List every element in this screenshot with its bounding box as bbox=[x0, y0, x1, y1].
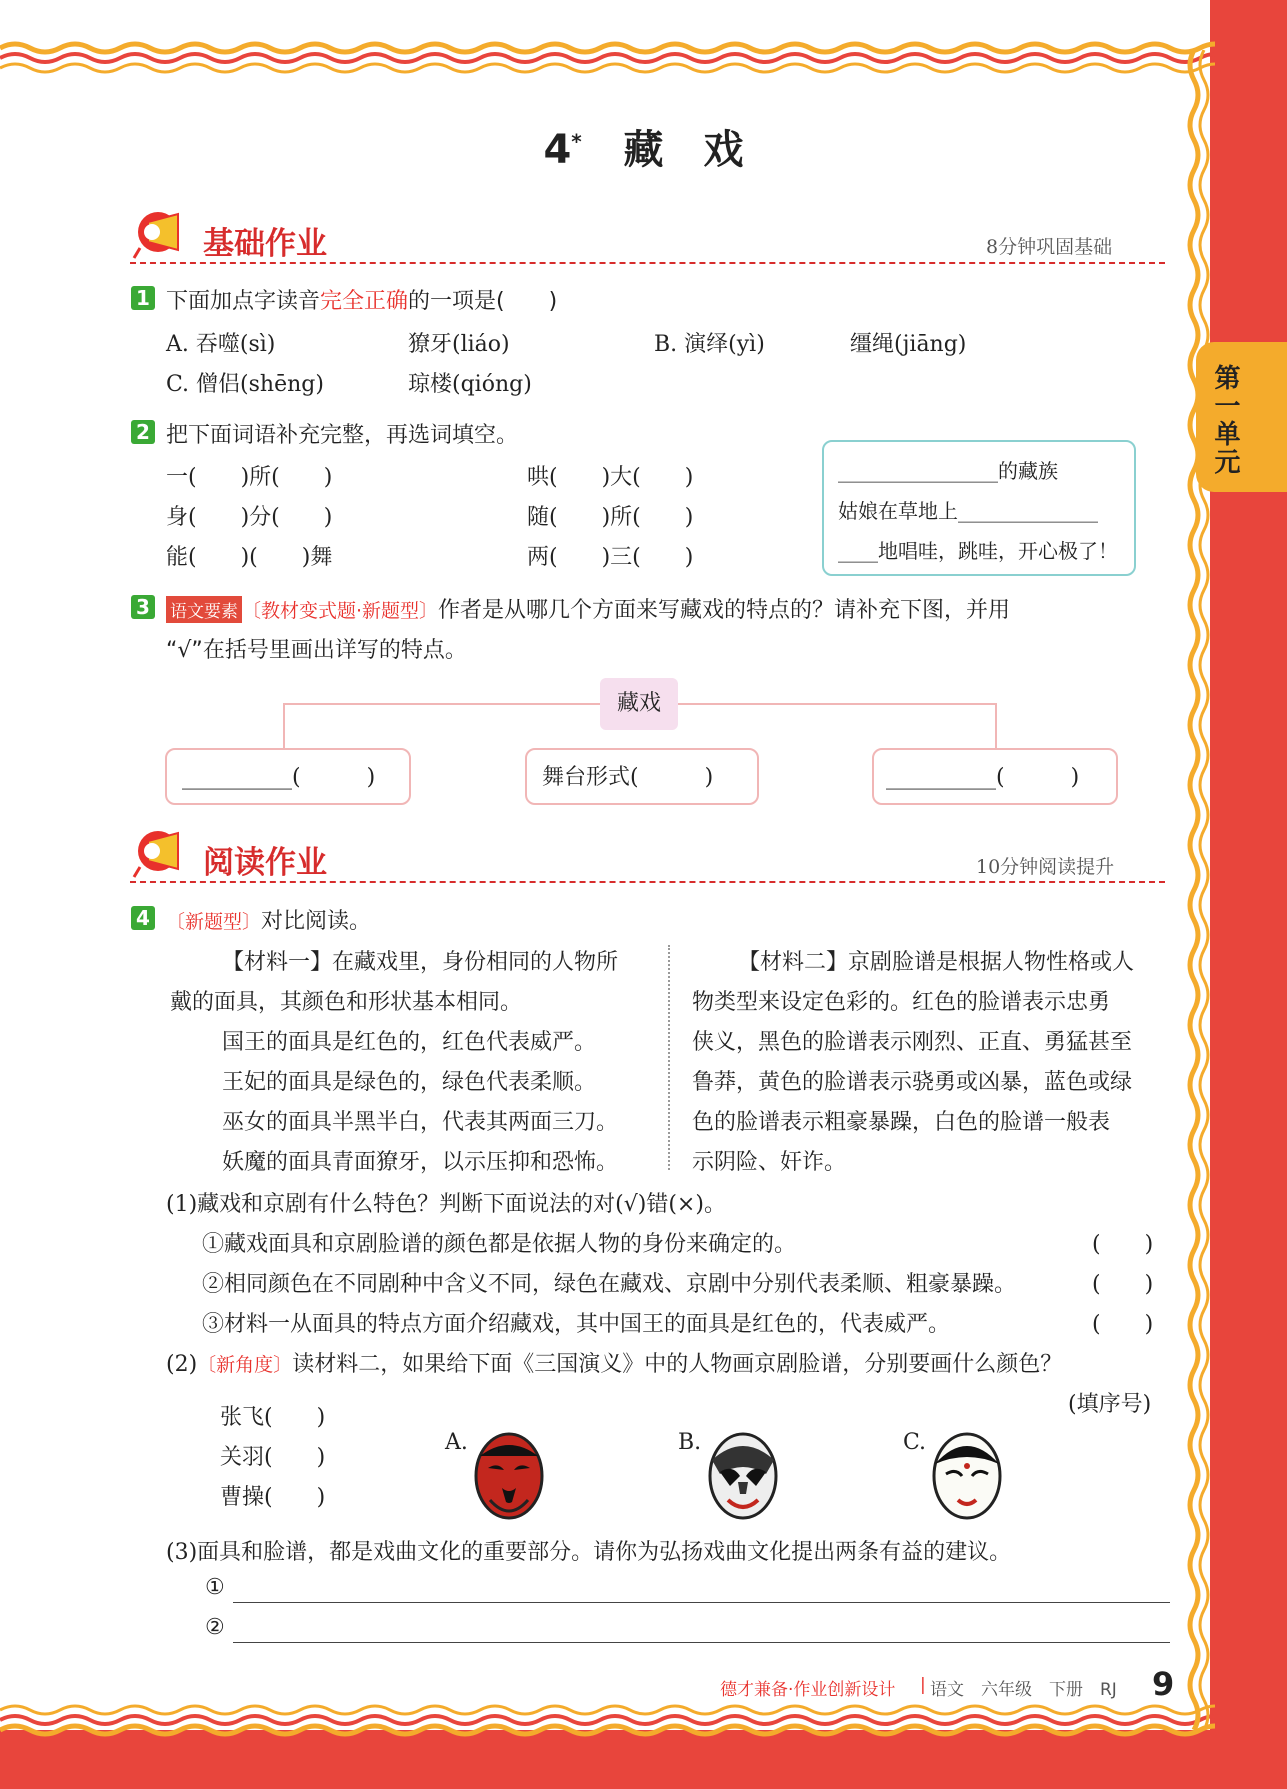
question-number-4: 4 bbox=[131, 906, 155, 930]
material-1-line-5: 巫女的面具半黑半白，代表其两面三刀。 bbox=[222, 1110, 619, 1135]
q3-prompt-2: “√”在括号里画出详写的特点。 bbox=[166, 638, 467, 663]
material-2-line-3: 侠义，黑色的脸谱表示刚烈、正直、勇猛甚至 bbox=[692, 1030, 1133, 1055]
footer-brand: 德才兼备·作业创新设计 bbox=[720, 1680, 896, 1700]
q2-word-4[interactable]: 随( )所( ) bbox=[527, 505, 694, 530]
q1-option-b1[interactable]: B. 演绎(yì) bbox=[654, 332, 765, 357]
material-2-line-6: 示阴险、奸诈。 bbox=[692, 1150, 847, 1175]
q4-sub1: (1)藏戏和京剧有什么特色？判断下面说法的对(√)错(×)。 bbox=[166, 1192, 726, 1217]
material-2-line-5: 色的脸谱表示粗豪暴躁，白色的脸谱一般表 bbox=[692, 1110, 1111, 1135]
decorative-wave-top bbox=[0, 40, 1215, 78]
lesson-title bbox=[0, 118, 1287, 175]
q4-prompt: 〔新题型〕对比阅读。 bbox=[166, 909, 372, 934]
q3-tag-element: 语文要素 bbox=[166, 596, 242, 623]
q4-sub3: (3)面具和脸谱，都是戏曲文化的重要部分。请你为弘扬戏曲文化提出两条有益的建议。 bbox=[166, 1540, 1012, 1565]
unit-tab-label: 第一单元 bbox=[1210, 364, 1240, 476]
white-opera-mask-icon bbox=[930, 1430, 1004, 1522]
q3-prompt-1: 语文要素 〔教材变式题·新题型〕作者是从哪几个方面来写藏戏的特点的？请补充下图，并用 bbox=[166, 593, 1010, 624]
lesson-number: 4 bbox=[543, 127, 572, 173]
section-basic-divider bbox=[130, 262, 1165, 264]
q4-sub2: (2)〔新角度〕读材料二，如果给下面《三国演义》中的人物画京剧脸谱，分别要画什么颜色？ bbox=[166, 1352, 1063, 1377]
page-number: 9 bbox=[1152, 1665, 1175, 1703]
question-number-3: 3 bbox=[131, 595, 155, 619]
unit-side-tab[interactable] bbox=[1196, 342, 1287, 492]
section-reading-title: 阅读作业 bbox=[203, 845, 327, 881]
decorative-wave-bottom bbox=[0, 1700, 1215, 1738]
megaphone-icon bbox=[130, 208, 192, 260]
q2-prompt: 把下面词语补充完整，再选词填空。 bbox=[166, 423, 519, 448]
q4-judge-2-answer[interactable]: ( ) bbox=[1092, 1272, 1154, 1297]
q1-option-c2[interactable]: 琼楼(qióng) bbox=[408, 372, 532, 397]
material-2-line-2: 物类型来设定色彩的。红色的脸谱表示忠勇 bbox=[692, 990, 1111, 1015]
q1-highlight: 完全正确 bbox=[320, 289, 409, 314]
lesson-star: * bbox=[571, 129, 582, 154]
q4-judge-1: ①藏戏面具和京剧脸谱的颜色都是依据人物的身份来确定的。 bbox=[202, 1232, 797, 1257]
footer-separator: | bbox=[920, 1675, 926, 1695]
material-1-line-2: 戴的面具，其颜色和形状基本相同。 bbox=[170, 990, 523, 1015]
q3-center-node: 藏戏 bbox=[600, 678, 678, 730]
q4-judge-3: ③材料一从面具的特点方面介绍藏戏，其中国王的面具是红色的，代表威严。 bbox=[202, 1312, 951, 1337]
mask-c-label: C. bbox=[903, 1430, 927, 1455]
q1-prompt: 下面加点字读音完全正确的一项是( ) bbox=[166, 289, 558, 314]
material-1-line-3: 国王的面具是红色的，红色代表威严。 bbox=[222, 1030, 597, 1055]
question-number-1: 1 bbox=[131, 286, 155, 310]
section-basic-subtitle: 8分钟巩固基础 bbox=[986, 236, 1113, 258]
material-1-line-6: 妖魔的面具青面獠牙，以示压抑和恐怖。 bbox=[222, 1150, 619, 1175]
q4-blank-2-label: ② bbox=[205, 1615, 225, 1640]
q2-fill-line-2[interactable]: 姑娘在草地上______________ bbox=[838, 499, 1098, 523]
material-2-line-1: 【材料二】京剧脸谱是根据人物性格或人 bbox=[738, 950, 1135, 975]
q2-word-5[interactable]: 能( )( )舞 bbox=[166, 545, 333, 570]
material-1-line-4: 王妃的面具是绿色的，绿色代表柔顺。 bbox=[222, 1070, 597, 1095]
q4-blank-1-label: ① bbox=[205, 1575, 225, 1600]
q1-option-c1[interactable]: C. 僧侣(shēng) bbox=[166, 372, 324, 397]
q1-option-a2[interactable]: 獠牙(liáo) bbox=[408, 332, 510, 357]
q3-node-right-text[interactable]: __________( ) bbox=[886, 765, 1080, 790]
person-caocao[interactable]: 曹操( ) bbox=[220, 1485, 326, 1510]
section-reading-divider bbox=[130, 881, 1165, 883]
megaphone-icon bbox=[130, 827, 192, 879]
mask-b-label: B. bbox=[678, 1430, 702, 1455]
q4-sub2-tag: 〔新角度〕 bbox=[197, 1354, 293, 1376]
materials-divider bbox=[668, 945, 670, 1170]
mask-a-label: A. bbox=[445, 1430, 468, 1455]
q3-node-middle-text[interactable]: 舞台形式( ) bbox=[542, 765, 714, 790]
black-white-opera-mask-icon bbox=[706, 1430, 780, 1522]
q3-tag-type: 〔教材变式题·新题型〕 bbox=[242, 600, 439, 622]
q4-judge-3-answer[interactable]: ( ) bbox=[1092, 1312, 1154, 1337]
q2-word-6[interactable]: 两( )三( ) bbox=[527, 545, 694, 570]
red-opera-mask-icon bbox=[472, 1430, 546, 1522]
person-zhangfei[interactable]: 张飞( ) bbox=[220, 1405, 326, 1430]
decorative-wave-right bbox=[1186, 50, 1222, 1730]
q2-word-2[interactable]: 哄( )大( ) bbox=[527, 465, 694, 490]
q1-option-b2[interactable]: 缰绳(jiāng) bbox=[850, 332, 967, 357]
q4-sub2-note: (填序号) bbox=[1068, 1392, 1152, 1417]
q4-judge-1-answer[interactable]: ( ) bbox=[1092, 1232, 1154, 1257]
q4-tag: 〔新题型〕 bbox=[166, 911, 262, 933]
lesson-name: 藏 戏 bbox=[623, 127, 744, 173]
q2-word-1[interactable]: 一( )所( ) bbox=[166, 465, 333, 490]
footer-info: 语文 六年级 下册 RJ bbox=[930, 1680, 1117, 1700]
q3-node-left-text[interactable]: __________( ) bbox=[182, 765, 376, 790]
material-1-line-1: 【材料一】在藏戏里，身份相同的人物所 bbox=[222, 950, 619, 975]
q4-answer-line-2[interactable] bbox=[233, 1642, 1170, 1643]
q4-judge-2: ②相同颜色在不同剧种中含义不同，绿色在藏戏、京剧中分别代表柔顺、粗豪暴躁。 bbox=[202, 1272, 1017, 1297]
q2-word-3[interactable]: 身( )分( ) bbox=[166, 505, 333, 530]
q2-fill-line-3[interactable]: ____地唱哇，跳哇，开心极了！ bbox=[838, 539, 1118, 563]
material-2-line-4: 鲁莽，黄色的脸谱表示骁勇或凶暴，蓝色或绿 bbox=[692, 1070, 1133, 1095]
q4-answer-line-1[interactable] bbox=[233, 1602, 1170, 1603]
q1-option-a1[interactable]: A. 吞噬(sì) bbox=[166, 332, 276, 357]
person-guanyu[interactable]: 关羽( ) bbox=[220, 1445, 326, 1470]
question-number-2: 2 bbox=[131, 420, 155, 444]
q2-fill-line-1[interactable]: ________________的藏族 bbox=[838, 459, 1058, 483]
section-basic-title: 基础作业 bbox=[203, 226, 327, 262]
section-reading-subtitle: 10分钟阅读提升 bbox=[976, 856, 1115, 878]
